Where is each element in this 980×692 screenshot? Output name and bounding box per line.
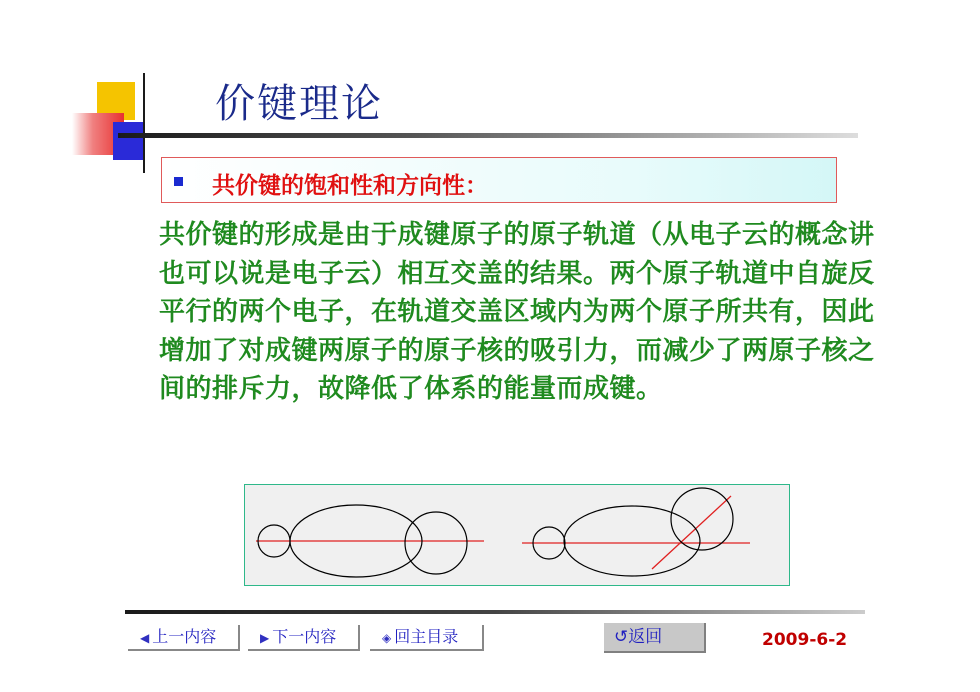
heading-text: 共价键的饱和性和方向性： [212,173,488,199]
home-toc-label: 回主目录 [394,627,459,646]
title-underline [118,133,858,138]
back-button[interactable] [604,623,706,653]
home-toc-button[interactable] [370,625,484,651]
bullet-square-icon [174,177,183,186]
back-label: 返回 [628,627,663,647]
triangle-right-icon: ▶ [260,631,270,645]
return-arrow-icon: ↺ [614,627,629,647]
heading-box [161,157,837,203]
prev-content-button[interactable] [128,625,240,651]
next-content-label: 下一内容 [272,627,337,646]
decor-vertical-line [143,73,145,173]
next-content-button[interactable] [248,625,360,651]
triangle-left-icon: ◀ [140,631,150,645]
prev-content-label: 上一内容 [152,627,217,646]
decor-blue-square [113,122,143,160]
slide-title: 价键理论 [215,81,383,127]
slide-date: 2009-6-2 [762,630,848,650]
orbital-overlap-diagram [244,484,790,586]
footer-divider [125,610,865,614]
body-paragraph: 共价键的形成是由于成键原子的原子轨道（从电子云的概念讲也可以说是电子云）相互交盖的结果。两个原子轨道中自旋反平行的两个电子，在轨道交盖区域内为两个原子所共有，因此增加了对成键两原子的原子核的吸引力，而减少了两原子核之间的排斥力，故降低了体系的能量而成键。 [159,220,875,405]
diagram-frame [245,485,790,586]
diamond-icon: ◈ [382,631,392,645]
